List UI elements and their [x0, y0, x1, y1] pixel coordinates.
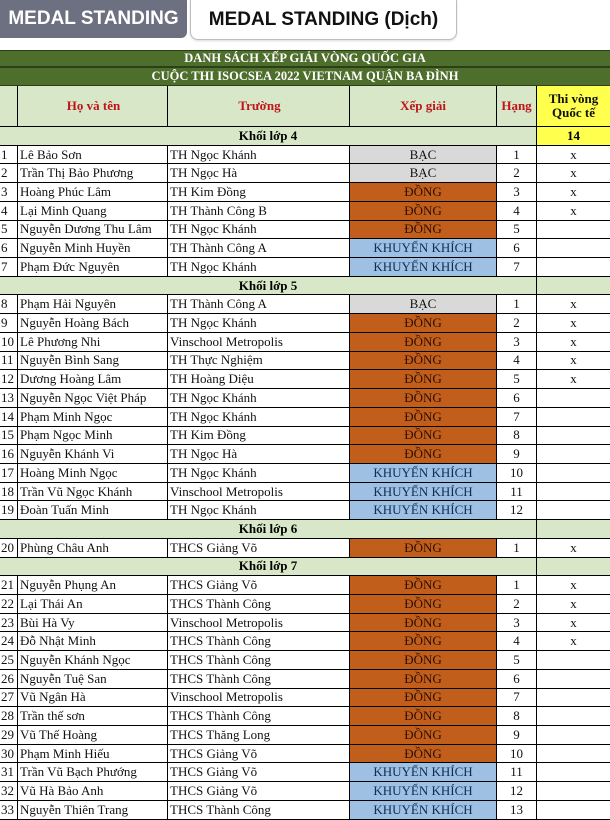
award-badge: BẠC [350, 164, 497, 182]
intl-mark: x [570, 614, 577, 630]
table-row [0, 370, 610, 389]
rank-value: 12 [497, 782, 537, 800]
intl-mark [537, 745, 610, 763]
row-number: 8 [0, 295, 18, 313]
student-name: Nguyễn Minh Huyền [18, 239, 168, 257]
rank-value: 3 [497, 183, 537, 201]
school-name: Vinschool Metropolis [168, 333, 350, 351]
table-row [0, 295, 610, 314]
group-header [0, 127, 610, 146]
row-number: 2 [0, 164, 18, 182]
col-rank: Hạng [497, 86, 537, 126]
school-name: THCS Thành Công [168, 707, 350, 725]
student-name: Nguyễn Ngọc Việt Pháp [18, 389, 168, 407]
table-row [0, 427, 610, 446]
rank-value: 11 [497, 763, 537, 781]
student-name: Trần Thị Bảo Phương [18, 164, 168, 182]
tab-medal-standing-translated[interactable]: MEDAL STANDING (Dịch) [190, 0, 457, 40]
intl-mark [537, 651, 610, 669]
intl-mark [537, 501, 610, 519]
rank-value: 6 [497, 670, 537, 688]
table-row [0, 464, 610, 483]
intl-mark [537, 689, 610, 707]
student-name: Nguyễn Khánh Ngọc [18, 651, 168, 669]
student-name: Lại Minh Quang [18, 202, 168, 220]
group-intl-count [537, 558, 610, 576]
rank-value: 8 [497, 707, 537, 725]
school-name: Vinschool Metropolis [168, 689, 350, 707]
student-name: Vũ Hà Bảo Anh [18, 782, 168, 800]
row-number: 22 [0, 595, 18, 613]
school-name: THCS Giảng Võ [168, 576, 350, 594]
award-badge: KHUYẾN KHÍCH [350, 763, 497, 781]
intl-mark [537, 239, 610, 257]
column-header-row [0, 86, 610, 127]
student-name: Hoàng Minh Ngọc [18, 464, 168, 482]
rank-value: 2 [497, 595, 537, 613]
intl-mark: x [570, 184, 577, 200]
table-row [0, 389, 610, 408]
school-name: THCS Thăng Long [168, 726, 350, 744]
row-number: 11 [0, 352, 18, 370]
intl-mark [537, 782, 610, 800]
row-number: 27 [0, 689, 18, 707]
group-intl-count [537, 277, 610, 295]
rank-value: 2 [497, 314, 537, 332]
school-name: TH Thành Công B [168, 202, 350, 220]
rank-value: 6 [497, 389, 537, 407]
student-name: Nguyễn Hoàng Bách [18, 314, 168, 332]
student-name: Dương Hoàng Lâm [18, 370, 168, 388]
student-name: Phùng Châu Anh [18, 539, 168, 557]
rank-value: 10 [497, 464, 537, 482]
award-badge: KHUYẾN KHÍCH [350, 258, 497, 276]
group-label: Khối lớp 4 [0, 127, 537, 145]
school-name: THCS Thành Công [168, 632, 350, 650]
intl-mark [537, 408, 610, 426]
award-badge: ĐỒNG [350, 314, 497, 332]
rank-value: 7 [497, 689, 537, 707]
group-label: Khối lớp 7 [0, 558, 537, 576]
student-name: Đoàn Tuấn Minh [18, 501, 168, 519]
intl-mark: x [570, 333, 577, 349]
rank-value: 7 [497, 408, 537, 426]
row-number: 33 [0, 801, 18, 819]
row-number: 19 [0, 501, 18, 519]
row-number: 6 [0, 239, 18, 257]
col-school: Trường [168, 86, 350, 126]
row-number: 23 [0, 614, 18, 632]
intl-mark [537, 258, 610, 276]
intl-mark [537, 427, 610, 445]
rank-value: 2 [497, 164, 537, 182]
row-number: 30 [0, 745, 18, 763]
group-label: Khối lớp 5 [0, 277, 537, 295]
student-name: Phạm Ngọc Minh [18, 427, 168, 445]
school-name: TH Ngọc Hà [168, 445, 350, 463]
table-row [0, 146, 610, 165]
intl-mark [537, 389, 610, 407]
table-row [0, 183, 610, 202]
table-row [0, 595, 610, 614]
school-name: TH Ngọc Khánh [168, 389, 350, 407]
group-header [0, 558, 610, 577]
school-name: THCS Thành Công [168, 801, 350, 819]
school-name: THCS Thành Công [168, 670, 350, 688]
row-number: 1 [0, 146, 18, 164]
rank-value: 8 [497, 427, 537, 445]
table-row [0, 670, 610, 689]
rank-value: 1 [497, 539, 537, 557]
row-number: 5 [0, 221, 18, 239]
student-name: Trần Vũ Bạch Phướng [18, 763, 168, 781]
table-row [0, 408, 610, 427]
award-badge: ĐỒNG [350, 632, 497, 650]
rank-value: 4 [497, 632, 537, 650]
group-intl-count: 14 [537, 127, 610, 145]
row-number: 13 [0, 389, 18, 407]
rank-value: 10 [497, 745, 537, 763]
school-name: THCS Giảng Võ [168, 782, 350, 800]
student-name: Bùi Hà Vy [18, 614, 168, 632]
school-name: TH Thành Công A [168, 295, 350, 313]
intl-mark: x [570, 371, 577, 387]
award-badge: BẠC [350, 146, 497, 164]
student-name: Phạm Đức Nguyên [18, 258, 168, 276]
intl-mark: x [570, 595, 577, 611]
school-name: THCS Giảng Võ [168, 763, 350, 781]
intl-mark [537, 707, 610, 725]
intl-mark [537, 801, 610, 819]
award-badge: ĐỒNG [350, 183, 497, 201]
intl-mark: x [570, 577, 577, 593]
school-name: THCS Thành Công [168, 651, 350, 669]
school-name: TH Ngọc Khánh [168, 501, 350, 519]
table-row [0, 314, 610, 333]
sheet-subtitle: CUỘC THI ISOCSEA 2022 VIETNAM QUẬN BA ĐÌNH [0, 67, 610, 86]
rank-value: 5 [497, 221, 537, 239]
school-name: THCS Giảng Võ [168, 745, 350, 763]
award-badge: ĐỒNG [350, 745, 497, 763]
tab-bar [0, 0, 610, 50]
group-label: Khối lớp 6 [0, 520, 537, 538]
intl-mark: x [570, 633, 577, 649]
group-intl-count [537, 520, 610, 538]
school-name: TH Ngọc Khánh [168, 258, 350, 276]
row-number: 12 [0, 370, 18, 388]
group-header [0, 520, 610, 539]
table-row [0, 483, 610, 502]
award-badge: ĐỒNG [350, 352, 497, 370]
table-row [0, 614, 610, 633]
row-number: 18 [0, 483, 18, 501]
intl-mark [537, 445, 610, 463]
student-name: Lê Phương Nhi [18, 333, 168, 351]
table-row [0, 707, 610, 726]
intl-mark [537, 763, 610, 781]
table-row [0, 726, 610, 745]
rank-value: 5 [497, 651, 537, 669]
award-badge: ĐỒNG [350, 614, 497, 632]
award-badge: KHUYẾN KHÍCH [350, 483, 497, 501]
rank-value: 4 [497, 202, 537, 220]
intl-mark: x [570, 315, 577, 331]
table-row [0, 164, 610, 183]
table-row [0, 745, 610, 764]
award-badge: ĐỒNG [350, 576, 497, 594]
award-badge: KHUYẾN KHÍCH [350, 782, 497, 800]
rank-value: 1 [497, 146, 537, 164]
sheet-title: DANH SÁCH XẾP GIẢI VÒNG QUỐC GIA [0, 50, 610, 67]
intl-mark: x [570, 296, 577, 312]
school-name: TH Kim Đồng [168, 183, 350, 201]
row-number: 7 [0, 258, 18, 276]
rank-value: 7 [497, 258, 537, 276]
rank-value: 12 [497, 501, 537, 519]
table-row [0, 258, 610, 277]
row-number: 3 [0, 183, 18, 201]
school-name: TH Ngọc Khánh [168, 314, 350, 332]
student-name: Phạm Minh Ngọc [18, 408, 168, 426]
table-row [0, 202, 610, 221]
row-number: 4 [0, 202, 18, 220]
intl-mark: x [570, 202, 577, 218]
award-badge: ĐỒNG [350, 707, 497, 725]
row-number: 10 [0, 333, 18, 351]
school-name: TH Thành Công A [168, 239, 350, 257]
award-badge: ĐỒNG [350, 689, 497, 707]
student-name: Nguyễn Dương Thu Lâm [18, 221, 168, 239]
award-badge: ĐỒNG [350, 651, 497, 669]
school-name: Vinschool Metropolis [168, 614, 350, 632]
col-award: Xếp giải [350, 86, 497, 126]
table-row [0, 333, 610, 352]
tab-medal-standing[interactable]: MEDAL STANDING [0, 0, 187, 38]
rank-value: 1 [497, 295, 537, 313]
school-name: TH Ngọc Khánh [168, 146, 350, 164]
award-badge: ĐỒNG [350, 445, 497, 463]
rank-value: 11 [497, 483, 537, 501]
student-name: Nguyễn Thiên Trang [18, 801, 168, 819]
row-number: 29 [0, 726, 18, 744]
row-number: 24 [0, 632, 18, 650]
student-name: Nguyễn Khánh Vi [18, 445, 168, 463]
award-badge: BẠC [350, 295, 497, 313]
student-name: Hoàng Phúc Lâm [18, 183, 168, 201]
school-name: TH Ngọc Khánh [168, 221, 350, 239]
row-number: 15 [0, 427, 18, 445]
school-name: TH Kim Đồng [168, 427, 350, 445]
school-name: TH Thực Nghiệm [168, 352, 350, 370]
award-badge: ĐỒNG [350, 389, 497, 407]
rank-value: 5 [497, 370, 537, 388]
award-badge: ĐỒNG [350, 408, 497, 426]
row-number: 9 [0, 314, 18, 332]
student-name: Vũ Ngân Hà [18, 689, 168, 707]
intl-mark: x [570, 165, 577, 181]
intl-mark [537, 726, 610, 744]
intl-mark [537, 464, 610, 482]
award-badge: KHUYẾN KHÍCH [350, 239, 497, 257]
table-row [0, 221, 610, 240]
intl-mark [537, 221, 610, 239]
rank-value: 6 [497, 239, 537, 257]
row-number: 16 [0, 445, 18, 463]
school-name: TH Hoàng Diệu [168, 370, 350, 388]
table-row [0, 352, 610, 371]
student-name: Nguyễn Bình Sang [18, 352, 168, 370]
award-badge: ĐỒNG [350, 370, 497, 388]
student-name: Lê Bảo Sơn [18, 146, 168, 164]
col-intl: Thi vòng Quốc tế [537, 86, 610, 126]
intl-mark: x [570, 146, 577, 162]
school-name: TH Ngọc Hà [168, 164, 350, 182]
rank-value: 13 [497, 801, 537, 819]
school-name: Vinschool Metropolis [168, 483, 350, 501]
award-badge: ĐỒNG [350, 595, 497, 613]
intl-mark: x [570, 352, 577, 368]
group-header [0, 277, 610, 296]
student-name: Đỗ Nhật Minh [18, 632, 168, 650]
table-row [0, 632, 610, 651]
rank-value: 9 [497, 726, 537, 744]
row-number: 20 [0, 539, 18, 557]
student-name: Vũ Thế Hoàng [18, 726, 168, 744]
student-name: Trần Vũ Ngọc Khánh [18, 483, 168, 501]
student-name: Phạm Minh Hiếu [18, 745, 168, 763]
row-number: 32 [0, 782, 18, 800]
table-row [0, 782, 610, 801]
row-number: 26 [0, 670, 18, 688]
rank-value: 3 [497, 614, 537, 632]
rank-value: 1 [497, 576, 537, 594]
student-name: Phạm Hải Nguyên [18, 295, 168, 313]
table-row [0, 763, 610, 782]
row-number: 31 [0, 763, 18, 781]
award-badge: KHUYẾN KHÍCH [350, 801, 497, 819]
award-badge: ĐỒNG [350, 539, 497, 557]
row-number: 17 [0, 464, 18, 482]
row-number: 14 [0, 408, 18, 426]
award-badge: KHUYẾN KHÍCH [350, 501, 497, 519]
student-name: Lại Thái An [18, 595, 168, 613]
award-badge: KHUYẾN KHÍCH [350, 464, 497, 482]
student-name: Nguyễn Phụng An [18, 576, 168, 594]
table-row [0, 501, 610, 520]
school-name: TH Ngọc Khánh [168, 408, 350, 426]
table-row [0, 576, 610, 595]
award-badge: ĐỒNG [350, 670, 497, 688]
school-name: TH Ngọc Khánh [168, 464, 350, 482]
table-row [0, 689, 610, 708]
table-row [0, 801, 610, 820]
table-row [0, 445, 610, 464]
school-name: THCS Giảng Võ [168, 539, 350, 557]
rank-value: 3 [497, 333, 537, 351]
award-badge: ĐỒNG [350, 726, 497, 744]
school-name: THCS Thành Công [168, 595, 350, 613]
student-name: Nguyễn Tuệ San [18, 670, 168, 688]
intl-mark [537, 670, 610, 688]
award-badge: ĐỒNG [350, 202, 497, 220]
table-row [0, 539, 610, 558]
row-number: 21 [0, 576, 18, 594]
award-badge: ĐỒNG [350, 221, 497, 239]
intl-mark [537, 483, 610, 501]
row-number: 25 [0, 651, 18, 669]
table-row [0, 651, 610, 670]
student-name: Trần thế sơn [18, 707, 168, 725]
col-no [0, 86, 18, 126]
row-number: 28 [0, 707, 18, 725]
award-badge: ĐỒNG [350, 427, 497, 445]
award-badge: ĐỒNG [350, 333, 497, 351]
table-row [0, 239, 610, 258]
rank-value: 4 [497, 352, 537, 370]
rank-value: 9 [497, 445, 537, 463]
col-name: Họ và tên [18, 86, 168, 126]
intl-mark: x [570, 539, 577, 555]
